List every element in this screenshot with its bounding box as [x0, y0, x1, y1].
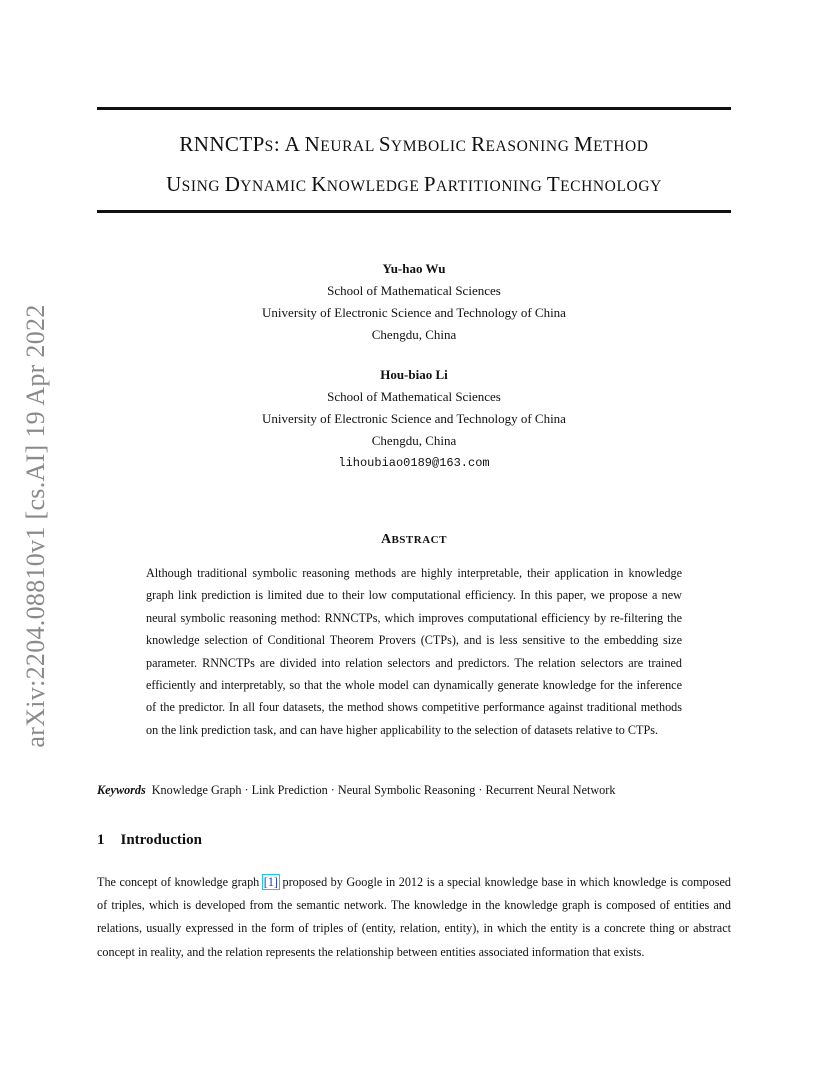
title-seg: ECHNOLOGY	[560, 178, 662, 195]
title-seg: ARTITIONING	[435, 178, 547, 195]
section-heading	[97, 829, 202, 851]
citation-link[interactable]: [1]	[263, 875, 278, 889]
keywords-list: Knowledge Graph · Link Prediction · Neural Symbolic Reasoning · Recurrent Neural Network	[151, 783, 616, 797]
title-seg: RNNCTP	[179, 132, 265, 156]
title-bottom-rule	[97, 210, 731, 213]
author-block-2	[97, 364, 731, 474]
title-seg: YNAMIC	[240, 178, 312, 195]
author-university: University of Electronic Science and Technology of China	[262, 305, 566, 320]
section-title: Introduction	[120, 832, 202, 848]
title-seg: EASONING	[485, 138, 574, 155]
author-department: School of Mathematical Sciences	[327, 389, 501, 404]
title-seg: U	[166, 172, 182, 196]
title-seg: R	[471, 132, 486, 156]
title-top-rule	[97, 107, 731, 110]
title-seg: NOWLEDGE	[326, 178, 424, 195]
title-seg: M	[573, 132, 594, 156]
title-seg: SING	[181, 178, 225, 195]
abstract-heading-rest: BSTRACT	[391, 534, 447, 546]
title-seg: EURAL	[320, 138, 379, 155]
title-seg: P	[423, 172, 436, 196]
author-email[interactable]: lihoubiao0189@163.com	[338, 456, 490, 470]
title-seg: ETHOD	[593, 138, 649, 155]
author-block-1	[97, 258, 731, 346]
keywords-line	[97, 779, 731, 801]
paper-title-line-2	[97, 164, 731, 207]
title-seg: D	[224, 172, 241, 196]
keywords-label: Keywords	[97, 783, 146, 797]
author-city: Chengdu, China	[371, 433, 457, 448]
arxiv-stamp: arXiv:2204.08810v1 [cs.AI] 19 Apr 2022	[21, 304, 50, 748]
author-name: Yu-hao Wu	[382, 261, 446, 276]
title-seg: YMBOLIC	[390, 138, 472, 155]
abstract-heading-initial: A	[381, 532, 392, 547]
abstract-text: Although traditional symbolic reasoning methods are highly interpretable, their application in knowledge graph link prediction is limited due to their low computational efficiency. In this paper, we propose a new neural symbolic reasoning method: RNNCTPs, which improves computational efficiency by re-filtering the knowledge selection of Conditional Theorem Provers (CTPs), and is less sensitive to the embedding size parameter. RNNCTPs are divided into relation selectors and predictors. The relation selectors are trained efficiently and interpretably, so that the whole model can dynamically generate knowledge for the inference of the predictor. In all four datasets, the method shows competitive performance against traditional methods on the link prediction task, and can have higher applicability to the selection of datasets relative to CTPs.	[146, 566, 682, 737]
intro-paragraph	[97, 871, 731, 964]
author-university: University of Electronic Science and Technology of China	[262, 411, 566, 426]
title-seg: K	[311, 172, 327, 196]
intro-text-start: The concept of knowledge graph	[97, 875, 263, 889]
section-number: 1	[97, 832, 105, 848]
title-seg: S	[264, 138, 274, 155]
author-city: Chengdu, China	[371, 327, 457, 342]
title-seg: : A N	[273, 132, 321, 156]
title-seg: T	[546, 172, 561, 196]
title-seg: S	[378, 132, 391, 156]
intro-text-rest: proposed by Google in 2012 is a special knowledge base in which knowledge is composed of triples, which is developed from the semantic network. The knowledge in the knowledge graph is composed of entities and relations, usually expressed in the form of triples of (entity, relation, entity), in which the entity is a concrete thing or abstract concept in reality, and the relation represents the relationship between entities associated information that exists.	[97, 875, 731, 959]
author-name: Hou-biao Li	[380, 367, 448, 382]
paper-title-line-1	[97, 124, 731, 167]
abstract-heading	[97, 532, 731, 548]
author-department: School of Mathematical Sciences	[327, 283, 501, 298]
